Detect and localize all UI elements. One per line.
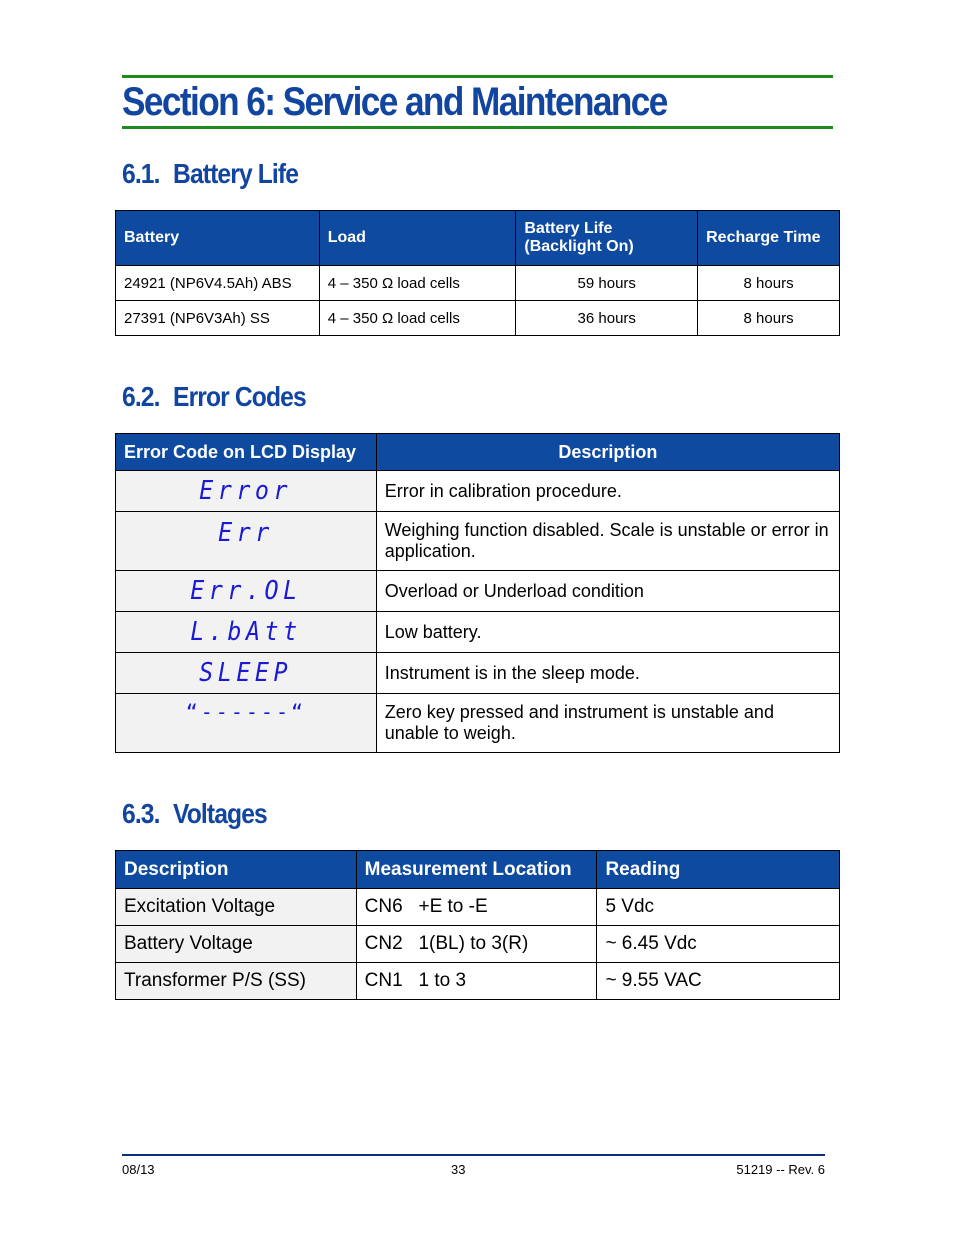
cell-recharge-time: 8 hours <box>698 266 840 301</box>
header-battery-life: Battery Life (Backlight On) <box>516 211 698 266</box>
footer-date: 08/13 <box>122 1162 155 1177</box>
cell-recharge-time: 8 hours <box>698 301 840 336</box>
cell-measurement-location: CN1 1 to 3 <box>356 963 597 1000</box>
lcd-code-text: L.bAtt <box>190 617 302 647</box>
lcd-code-cell <box>116 612 377 653</box>
footer-page-number: 33 <box>451 1162 466 1177</box>
error-codes-table <box>115 433 840 753</box>
table-row <box>116 266 840 301</box>
header-error-code: Error Code on LCD Display <box>116 434 377 471</box>
cell-measurement-location: CN2 1(BL) to 3(R) <box>356 926 597 963</box>
section-number: 6.1. <box>122 158 160 189</box>
table-row <box>116 694 840 753</box>
header-description: Description <box>376 434 839 471</box>
section-title: Voltages <box>173 798 267 829</box>
header-recharge-time: Recharge Time <box>698 211 840 266</box>
section-heading-voltages <box>122 798 267 830</box>
section-number: 6.2. <box>122 381 160 412</box>
cell-reading: ~ 6.45 Vdc <box>597 926 840 963</box>
table-row <box>116 512 840 571</box>
header-load: Load <box>319 211 516 266</box>
lcd-code-text: Error <box>199 476 293 506</box>
table-header-row <box>116 434 840 471</box>
page-title: Section 6: Service and Maintenance <box>122 80 667 124</box>
error-description: Instrument is in the sleep mode. <box>376 653 839 694</box>
table-row <box>116 926 840 963</box>
header-measurement-location: Measurement Location <box>356 851 597 889</box>
header-description: Description <box>116 851 357 889</box>
lcd-code-text: “------“ <box>185 700 307 724</box>
table-header-row <box>116 851 840 889</box>
cell-battery-life: 59 hours <box>516 266 698 301</box>
cell-reading: ~ 9.55 VAC <box>597 963 840 1000</box>
cell-description: Battery Voltage <box>116 926 357 963</box>
lcd-code-cell <box>116 512 377 571</box>
error-description: Low battery. <box>376 612 839 653</box>
header-battery: Battery <box>116 211 320 266</box>
cell-description: Transformer P/S (SS) <box>116 963 357 1000</box>
header-reading: Reading <box>597 851 840 889</box>
footer-doc-rev: 51219 -- Rev. 6 <box>736 1162 825 1177</box>
section-number: 6.3. <box>122 798 160 829</box>
error-description: Weighing function disabled. Scale is unstable or error in application. <box>376 512 839 571</box>
cell-load: 4 – 350 Ω load cells <box>319 301 516 336</box>
cell-measurement-location: CN6 +E to -E <box>356 889 597 926</box>
cell-battery: 27391 (NP6V3Ah) SS <box>116 301 320 336</box>
cell-reading: 5 Vdc <box>597 889 840 926</box>
table-row <box>116 889 840 926</box>
error-description: Zero key pressed and instrument is unstable and unable to weigh. <box>376 694 839 753</box>
lcd-code-text: Err.OL <box>190 576 302 606</box>
footer-rule <box>122 1154 825 1156</box>
table-row <box>116 963 840 1000</box>
section-title: Error Codes <box>173 381 306 412</box>
section-heading-error-codes <box>122 381 306 413</box>
section-heading-battery-life <box>122 158 298 190</box>
cell-battery: 24921 (NP6V4.5Ah) ABS <box>116 266 320 301</box>
battery-life-table <box>115 210 840 336</box>
lcd-code-text: SLEEP <box>199 658 293 688</box>
table-header-row <box>116 211 840 266</box>
title-rule-bottom <box>122 126 833 129</box>
lcd-code-cell <box>116 694 377 753</box>
section-title: Battery Life <box>173 158 299 189</box>
cell-battery-life: 36 hours <box>516 301 698 336</box>
table-row <box>116 571 840 612</box>
table-row <box>116 471 840 512</box>
error-description: Overload or Underload condition <box>376 571 839 612</box>
lcd-code-cell <box>116 653 377 694</box>
table-row <box>116 301 840 336</box>
voltages-table <box>115 850 840 1000</box>
cell-description: Excitation Voltage <box>116 889 357 926</box>
cell-load: 4 – 350 Ω load cells <box>319 266 516 301</box>
table-row <box>116 653 840 694</box>
error-description: Error in calibration procedure. <box>376 471 839 512</box>
table-row <box>116 612 840 653</box>
lcd-code-cell <box>116 571 377 612</box>
lcd-code-text: Err <box>217 518 274 548</box>
lcd-code-cell <box>116 471 377 512</box>
title-rule-top <box>122 75 833 78</box>
